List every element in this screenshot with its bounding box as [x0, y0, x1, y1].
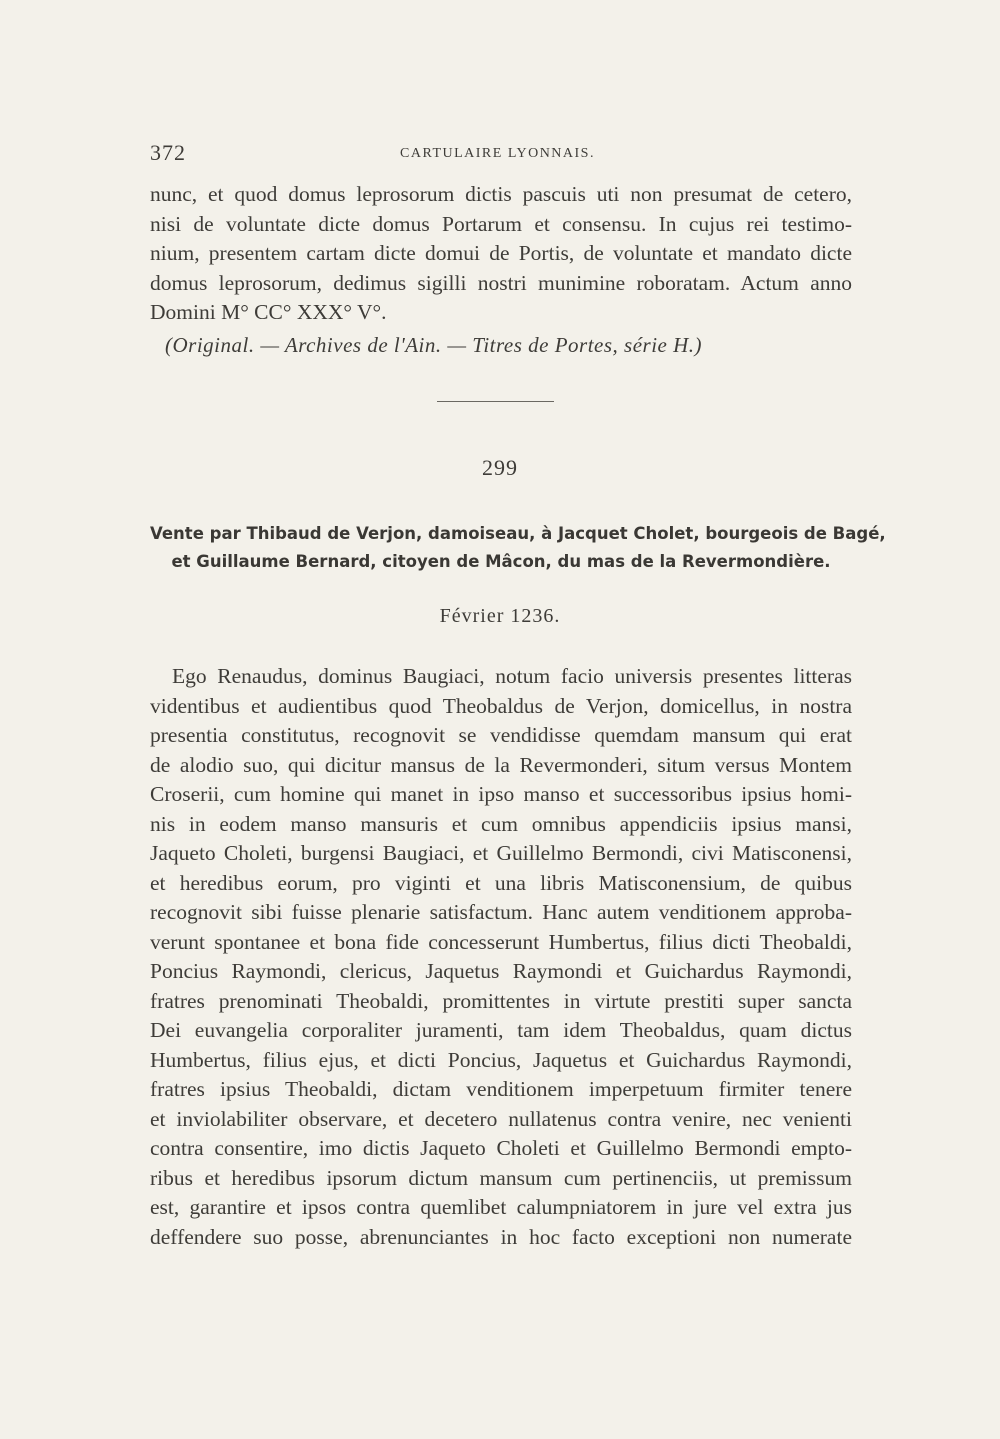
- page-header: [150, 140, 850, 170]
- body-line: Jaqueto Choleti, burgensi Baugiaci, et Guillelmo Bermondi, civi Matisconensi,: [150, 841, 852, 865]
- body-line: Dei euvangelia corporaliter juramenti, tam idem Theobaldus, quam dictus: [150, 1018, 852, 1042]
- source-note: (Original. — Archives de l'Ain. — Titres de Portes, série H.): [165, 333, 703, 357]
- charter-title: [150, 520, 886, 576]
- body-line: recognovit sibi fuisse plenarie satisfactum. Hanc autem venditionem approba-: [150, 900, 852, 924]
- body-line: de alodio suo, qui dicitur mansus de la Revermonderi, situm versus Montem: [150, 752, 852, 777]
- body-line: Croserii, cum homine qui manet in ipso manso et successoribus ipsius homi-: [150, 782, 852, 806]
- body-line: Ego Renaudus, dominus Baugiaci, notum facio universis presentes litteras: [172, 664, 852, 688]
- charter-date: Février 1236.: [439, 605, 561, 627]
- section-divider: [437, 401, 554, 402]
- body-line: videntibus et audientibus quod Theobaldus de Verjon, domicellus, in nostra: [150, 693, 852, 718]
- continued-text: [150, 180, 852, 328]
- text-line: nunc, et quod domus leprosorum dictis pascuis uti non presumat de cetero,: [150, 182, 852, 206]
- body-line: deffendere suo posse, abrenunciantes in hoc facto exceptioni non numerate: [150, 1224, 852, 1249]
- text-line: Domini M° CC° XXX° V°.: [150, 300, 387, 324]
- body-line: presentia constitutus, recognovit se vendidisse quemdam mansum qui erat: [150, 723, 852, 747]
- charter-title-line: Vente par Thibaud de Verjon, damoiseau, à Jacquet Cholet, bourgeois de Bagé,: [150, 524, 886, 543]
- body-line: Humbertus, filius ejus, et dicti Poncius, Jaquetus et Guichardus Raymondi,: [150, 1047, 852, 1072]
- text-line: domus leprosorum, dedimus sigilli nostri munimine roboratam. Actum anno: [150, 270, 852, 295]
- body-line: ribus et heredibus ipsorum dictum mansum cum pertinenciis, ut premissum: [150, 1165, 852, 1190]
- charter-body: [150, 662, 852, 1252]
- body-line: contra consentire, imo dictis Jaqueto Choleti et Guillelmo Bermondi empto-: [150, 1136, 852, 1160]
- body-line: nis in eodem manso mansuris et cum omnibus appendiciis ipsius mansi,: [150, 811, 852, 836]
- page-number: 372: [150, 140, 186, 165]
- body-line: verunt spontanee et bona fide concesserunt Humbertus, filius dicti Theobaldi,: [150, 929, 852, 954]
- body-line: et heredibus eorum, pro viginti et una libris Matisconensium, de quibus: [150, 870, 852, 895]
- running-title: CARTULAIRE LYONNAIS.: [400, 146, 595, 161]
- body-line: et inviolabiliter observare, et decetero nullatenus contra venire, nec venienti: [150, 1106, 852, 1131]
- charter-title-line: et Guillaume Bernard, citoyen de Mâcon, du mas de la Revermondière.: [171, 552, 831, 571]
- text-line: nisi de voluntate dicte domus Portarum et consensu. In cujus rei testimo-: [150, 211, 852, 236]
- body-line: est, garantire et ipsos contra quemlibet calumpniatorem in jure vel extra jus: [150, 1195, 852, 1219]
- body-line: fratres prenominati Theobaldi, promittentes in virtute prestiti super sancta: [150, 988, 852, 1013]
- body-line: fratres ipsius Theobaldi, dictam venditionem imperpetuum firmiter tenere: [150, 1077, 852, 1101]
- charter-number: 299: [482, 455, 518, 480]
- body-line: Poncius Raymondi, clericus, Jaquetus Raymondi et Guichardus Raymondi,: [150, 959, 852, 983]
- text-line: nium, presentem cartam dicte domui de Portis, de voluntate et mandato dicte: [150, 241, 852, 265]
